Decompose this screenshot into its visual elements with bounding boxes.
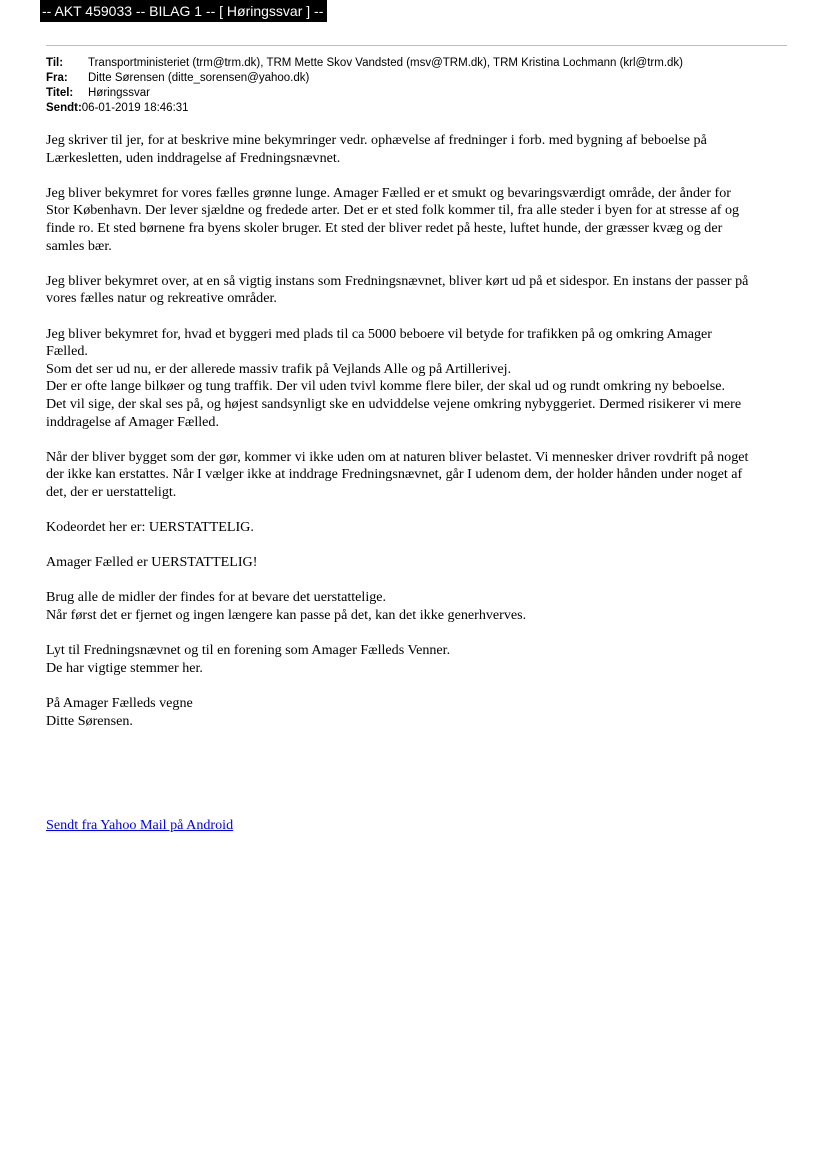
line: De har vigtige stemmer her. bbox=[46, 659, 203, 676]
line: vores fælles natur og rekreative områder. bbox=[46, 290, 277, 307]
paragraph bbox=[46, 185, 788, 255]
sent-value: 06-01-2019 18:46:31 bbox=[81, 102, 189, 114]
line: samles bær. bbox=[46, 237, 112, 254]
to-label: Til: bbox=[46, 57, 64, 69]
line: Når først det er fjernet og ingen længere kan passe på det, kan det ikke generhverves. bbox=[46, 607, 527, 624]
line: finde ro. Et sted børnene fra byens skoler bruger. Et sted der bliver redet på heste, luftet hunde, der græsser kvæg og der bbox=[46, 219, 723, 236]
header-row-from bbox=[46, 71, 683, 86]
line: Jeg skriver til jer, for at beskrive mine bekymringer vedr. ophævelse af fredninger i forb. med bygning af beboelse på bbox=[46, 132, 707, 148]
line: Lærkesletten, uden inddragelse af Fredningsnævnet. bbox=[46, 149, 341, 166]
line: Der er ofte lange bilkøer og tung traffik. Der vil uden tvivl komme flere biler, der skal ud og rundt omkring ny beboelse. bbox=[46, 378, 726, 395]
line: Lyt til Fredningsnævnet og til en forening som Amager Fælleds Venner. bbox=[46, 642, 451, 659]
paragraph bbox=[46, 132, 788, 167]
line: Amager Fælled er UERSTATTELIG! bbox=[46, 554, 258, 571]
line: Det vil sige, der skal ses på, og højest sandsynligt ske en udviddelse vejene omkring nybyggeriet. Dermed risikerer vi mere bbox=[46, 395, 742, 412]
paragraph bbox=[46, 449, 788, 502]
line: Som det ser ud nu, er der allerede massiv trafik på Vejlands Alle og på Artillerivej. bbox=[46, 360, 512, 377]
paragraph bbox=[46, 642, 788, 677]
title-value: Høringssvar bbox=[88, 87, 150, 99]
line: Ditte Sørensen. bbox=[46, 712, 133, 729]
line: Jeg bliver bekymret for vores fælles grønne lunge. Amager Fælled er et smukt og bevaringsværdigt område, der ånder for bbox=[46, 184, 731, 201]
paragraph bbox=[46, 554, 788, 572]
from-value: Ditte Sørensen (ditte_sorensen@yahoo.dk) bbox=[88, 72, 310, 84]
line: Jeg bliver bekymret for, hvad et byggeri med plads til ca 5000 beboere vil betyde for trafikken på og omkring Amager bbox=[46, 325, 712, 342]
signature bbox=[46, 695, 788, 730]
paragraph bbox=[46, 519, 788, 537]
line: Fælled. bbox=[46, 343, 88, 360]
line: der ikke kan erstattes. Når I vælger ikke at inddrage Fredningsnævnet, går I udenom dem, der holder hånden under noget af bbox=[46, 466, 743, 483]
line: Kodeordet her er: UERSTATTELIG. bbox=[46, 519, 254, 536]
email-body bbox=[46, 132, 788, 748]
yahoo-mail-link[interactable]: Sendt fra Yahoo Mail på Android bbox=[46, 817, 234, 833]
paragraph bbox=[46, 589, 788, 624]
document-banner: -- AKT 459033 -- BILAG 1 -- [ Høringssvar ] -- bbox=[40, 0, 327, 22]
line: På Amager Fælleds vegne bbox=[46, 695, 193, 711]
email-header bbox=[46, 56, 683, 116]
header-row-sent bbox=[46, 101, 683, 116]
line: Stor København. Der lever sjældne og fredede arter. Det er et sted folk kommer til, fra alle steder i byen for at stresse af og bbox=[46, 202, 740, 219]
header-row-title bbox=[46, 86, 683, 101]
line: det, der er uerstatteligt. bbox=[46, 483, 177, 500]
from-label: Fra: bbox=[46, 72, 68, 84]
line: Jeg bliver bekymret over, at en så vigtig instans som Fredningsnævnet, bliver kørt ud på et sidespor. En instans der passer på bbox=[46, 272, 749, 289]
paragraph bbox=[46, 326, 788, 432]
line: Brug alle de midler der findes for at bevare det uerstattelige. bbox=[46, 589, 387, 606]
header-row-to bbox=[46, 56, 683, 71]
to-value: Transportministeriet (trm@trm.dk), TRM Mette Skov Vandsted (msv@TRM.dk), TRM Kristina Lochmann (krl@trm.dk) bbox=[88, 57, 684, 69]
line: Når der bliver bygget som der gør, kommer vi ikke uden om at naturen bliver belastet. Vi mennesker driver rovdrift på noget bbox=[46, 448, 749, 465]
line: inddragelse af Amager Fælled. bbox=[46, 413, 219, 430]
paragraph bbox=[46, 273, 788, 308]
sent-label: Sendt: bbox=[46, 102, 82, 114]
header-divider bbox=[46, 45, 787, 46]
title-label: Titel: bbox=[46, 87, 74, 99]
